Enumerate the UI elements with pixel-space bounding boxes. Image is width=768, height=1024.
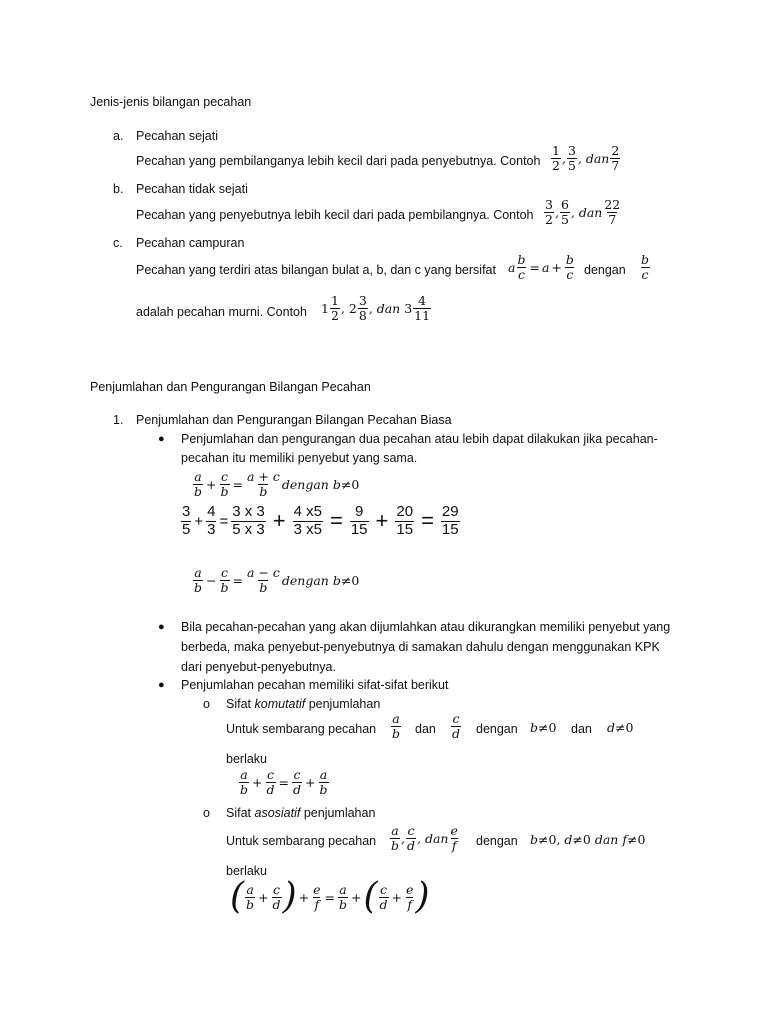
description: Pecahan yang terdiri atas bilangan bulat a, b, dan c yang bersifat [136, 263, 496, 277]
sub-bullet-icon: o [203, 697, 210, 711]
list-label: c. [113, 236, 123, 250]
fraction-c-over-d: c d [452, 711, 461, 741]
mixed-fraction-formula: a $\frac{b}{c}$ = a + $\frac{b}{c}$ [508, 252, 574, 282]
bullet-text: dari penyebut-penyebutnya. [181, 660, 336, 674]
description: adalah pecahan murni. Contoh [136, 305, 307, 319]
dengan-text: dengan [584, 263, 626, 277]
subtraction-rule: a b − $\frac{c}{b}$ = $\frac{a - c}{b}$ dengan b ≠ 0 [194, 565, 360, 595]
bullet-text: Penjumlahan pecahan memiliki sifat-sifat berikut [181, 678, 449, 692]
sub-bullet-icon: o [203, 806, 210, 820]
dengan-text: dengan [476, 722, 518, 736]
subheading: Pecahan sejati [136, 129, 219, 143]
associative-formula: ( a b + $\frac{c}{d}$ ) + $\frac{e}{f}$ = $\frac{a}{b}$ + ( c d + $\frac{e}{f}$ ) [230, 876, 430, 917]
conditions-bdf: b≠0, d≠0 dan f≠0 [530, 832, 646, 847]
section-title: Jenis-jenis bilangan pecahan [90, 95, 252, 109]
property-desc: Untuk sembarang pecahan [226, 834, 377, 848]
property-heading: Sifat asosiatif penjumlahan [226, 806, 376, 820]
dan-text: dan [571, 722, 592, 736]
bullet-text: Penjumlahan dan pengurangan dua pecahan atau lebih dapat dilakukan jika pecahan- [181, 432, 658, 446]
bullet-text: pecahan itu memiliki penyebut yang sama. [181, 451, 418, 465]
fraction-b-over-c: b c [641, 252, 650, 282]
example-mixed-fractions: 1 1 2 , 2 3 8 , dan 3 4 11 [321, 293, 431, 323]
subheading: Pecahan campuran [136, 236, 245, 250]
subheading: Pecahan tidak sejati [136, 182, 248, 196]
description: Pecahan yang penyebutnya lebih kecil dari pada pembilangnya. Contoh [136, 208, 534, 222]
condition-b: b≠0 [530, 720, 557, 735]
bullet-icon: ● [158, 621, 165, 633]
property-desc: Untuk sembarang pecahan [226, 722, 377, 736]
bullet-text: berbeda, maka penyebut-penyebutnya di samakan dahulu dengan menggunakan KPK [181, 640, 660, 654]
fraction-a-over-b: a b [392, 711, 401, 741]
property-heading: Sifat komutatif penjumlahan [226, 697, 381, 711]
description: Pecahan yang pembilanganya lebih kecil dari pada penyebutnya. Contoh [136, 154, 541, 168]
dan-text: dan [415, 722, 436, 736]
berlaku-text: berlaku [226, 752, 267, 766]
addition-example: 3 5 + $\frac{4}{3}$ = $\frac{3 x 3}{5 x 3}$ + $\frac{4 x5}{3 x5}$ = $\frac{9}{15}$ + $\frac{20}{15}$ = $\frac{29}{15}$ [182, 503, 459, 538]
example-fractions-2: 3 2 , 6 5 , dan 22 7 [545, 197, 621, 227]
dengan-text: dengan [476, 834, 518, 848]
bullet-icon: ● [158, 679, 165, 691]
list-label: 1. [113, 413, 124, 427]
subheading: Penjumlahan dan Pengurangan Bilangan Pecahan Biasa [136, 413, 452, 427]
example-fractions-1: 1 2 , 3 5 , dan 2 7 [552, 143, 620, 173]
bullet-icon: ● [158, 433, 165, 445]
list-label: b. [113, 182, 124, 196]
fractions-abcdef: a b , c d , dan e f [391, 823, 458, 853]
berlaku-text: berlaku [226, 864, 267, 878]
commutative-formula: a b + $\frac{c}{d}$ = $\frac{c}{d}$ + $\frac{a}{b}$ [240, 767, 328, 797]
bullet-text: Bila pecahan-pecahan yang akan dijumlahkan atau dikurangkan memiliki penyebut yang [181, 620, 671, 634]
addition-rule: a b + $\frac{c}{b}$ = $\frac{a + c}{b}$ dengan b ≠ 0 [194, 469, 360, 499]
condition-d: d≠0 [607, 720, 634, 735]
list-label: a. [113, 129, 124, 143]
section-title: Penjumlahan dan Pengurangan Bilangan Pecahan [90, 380, 371, 394]
